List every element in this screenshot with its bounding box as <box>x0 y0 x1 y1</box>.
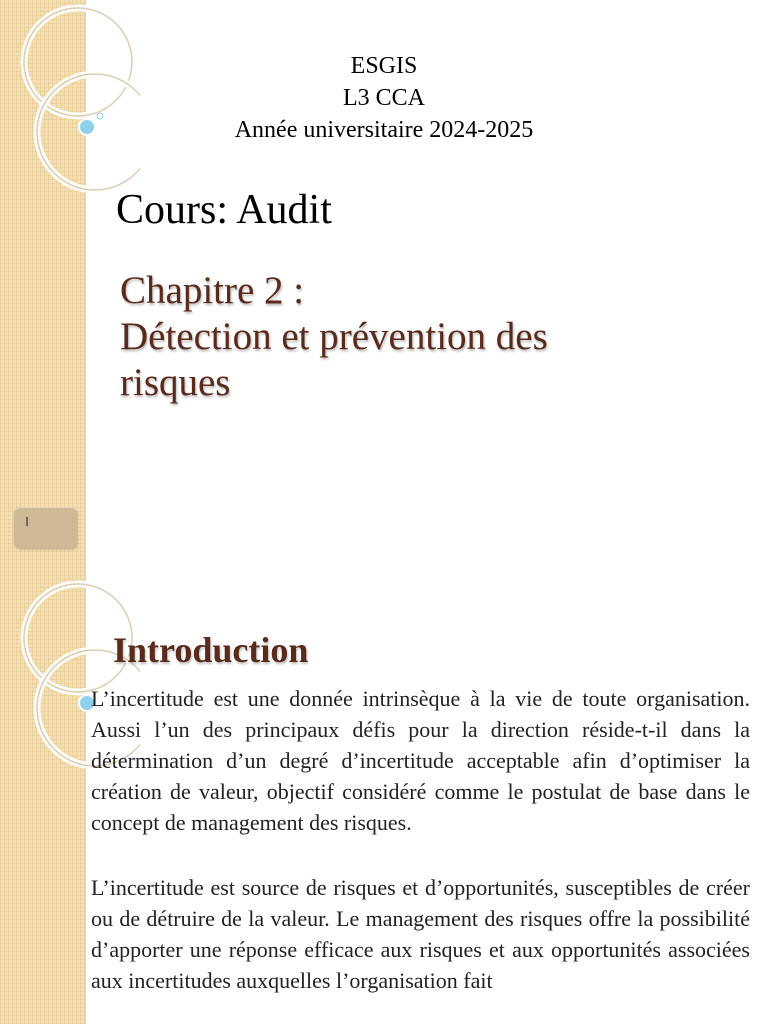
intro-paragraph: L’incertitude est une donnée intrinsèque à la vie de toute organisation. Aussi l’un des principaux défis pour la direction réside-t-il dans la détermination d’un degré d’incertitude acceptable afin d’optimiser la création de valeur, objectif considéré comme le postulat de base dans le concept de management des risques. <box>91 686 750 835</box>
class-level: L3 CCA <box>342 85 425 111</box>
course-title: Cours: Audit <box>116 187 332 233</box>
intro-paragraph: L’incertitude est source de risques et d’opportunités, susceptibles de créer ou de détruire de la valeur. Le management des risques offre la possibilité d’apporter une réponse efficace aux risques et aux opportunités associées aux incertitudes auxquelles l’organisation fait <box>91 875 750 993</box>
chapter-title-line: Détection et prévention des <box>120 315 548 358</box>
slide-number: I <box>25 514 29 529</box>
school-name: ESGIS <box>350 53 418 79</box>
chapter-title-line: Chapitre 2 : <box>120 269 305 312</box>
chapter-title <box>120 268 720 406</box>
introduction-slide <box>0 576 768 1024</box>
section-title: Introduction <box>113 630 309 670</box>
academic-year: Année universitaire 2024-2025 <box>234 117 534 143</box>
slide-number-badge <box>14 507 78 549</box>
chapter-title-line: risques <box>120 361 231 404</box>
